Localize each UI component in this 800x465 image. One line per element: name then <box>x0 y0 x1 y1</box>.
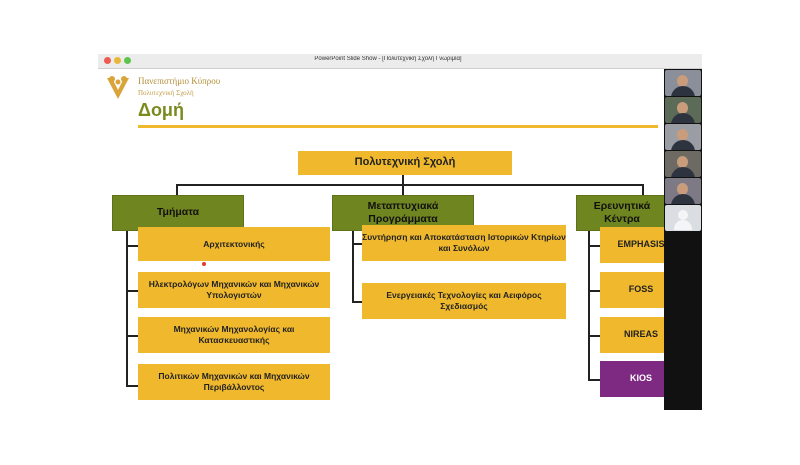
departments-header: Τμήματα <box>112 195 244 231</box>
university-logo-icon <box>106 75 130 101</box>
departments-tick <box>126 385 138 387</box>
postgraduate-item-conservation: Συντήρηση και Αποκατάσταση Ιστορικών Κτηρίων και Συνόλων <box>362 225 566 261</box>
slideshow-window <box>98 54 702 410</box>
avatar-head-icon <box>678 210 688 220</box>
departments-tick <box>126 290 138 292</box>
department-item-architecture: Αρχιτεκτονικής <box>138 227 330 261</box>
slide-canvas[interactable] <box>98 69 664 410</box>
faculty-subtitle: Πολυτεχνική Σχολή <box>138 89 194 97</box>
participant-video-tile[interactable] <box>665 124 701 150</box>
avatar-body-icon <box>674 220 692 230</box>
university-name: Πανεπιστήμιο Κύπρου <box>138 76 221 86</box>
research-tick <box>588 245 600 247</box>
research-tick <box>588 290 600 292</box>
postgraduate-tick <box>352 301 362 303</box>
org-root-box: Πολυτεχνική Σχολή <box>298 151 512 175</box>
maximize-window-button[interactable] <box>124 57 131 64</box>
participant-video-tile[interactable] <box>665 70 701 96</box>
participant-video-tile[interactable] <box>665 151 701 177</box>
research-tick <box>588 335 600 337</box>
participant-video-tile[interactable] <box>665 178 701 204</box>
postgraduate-tick <box>352 243 362 245</box>
window-titlebar <box>98 54 702 69</box>
window-title: PowerPoint Slide Show - [Πολυτεχνική Σχολή Γνωριμία] <box>314 56 462 62</box>
department-item-electrical: Ηλεκτρολόγων Μηχανικών και Μηχανικών Υπολογιστών <box>138 272 330 308</box>
research-item-foss: FOSS <box>600 272 664 308</box>
slide-title: Δομή <box>138 100 184 120</box>
research-spine <box>588 231 590 381</box>
postgraduate-spine <box>352 231 354 303</box>
participant-shoulders <box>671 86 695 96</box>
participant-avatar-tile[interactable] <box>665 205 701 231</box>
video-gallery <box>664 69 702 410</box>
research-item-nireas: NIREAS <box>600 317 664 353</box>
participant-shoulders <box>671 194 695 204</box>
connector-horizontal <box>176 184 644 186</box>
participant-video-tile[interactable] <box>665 97 701 123</box>
laser-pointer <box>202 262 206 266</box>
research-tick <box>588 379 600 381</box>
departments-tick <box>126 245 138 247</box>
research-header: Ερευνητικά Κέντρα <box>576 195 664 231</box>
close-window-button[interactable] <box>104 57 111 64</box>
participant-shoulders <box>671 140 695 150</box>
postgraduate-header: Μεταπτυχιακά Προγράμματα <box>332 195 474 231</box>
participant-shoulders <box>671 113 695 123</box>
departments-tick <box>126 335 138 337</box>
research-item-kios: KIOS <box>600 361 664 397</box>
department-item-civil: Πολιτικών Μηχανικών και Μηχανικών Περιβάλλοντος <box>138 364 330 400</box>
minimize-window-button[interactable] <box>114 57 121 64</box>
postgraduate-item-energy: Ενεργειακές Τεχνολογίες και Αειφόρος Σχεδιασμός <box>362 283 566 319</box>
participant-shoulders <box>671 167 695 177</box>
department-item-mechanical: Μηχανικών Μηχανολογίας και Κατασκευαστικής <box>138 317 330 353</box>
research-item-emphasis: EMPHASIS <box>600 227 664 263</box>
title-rule <box>138 125 658 128</box>
departments-spine <box>126 231 128 387</box>
